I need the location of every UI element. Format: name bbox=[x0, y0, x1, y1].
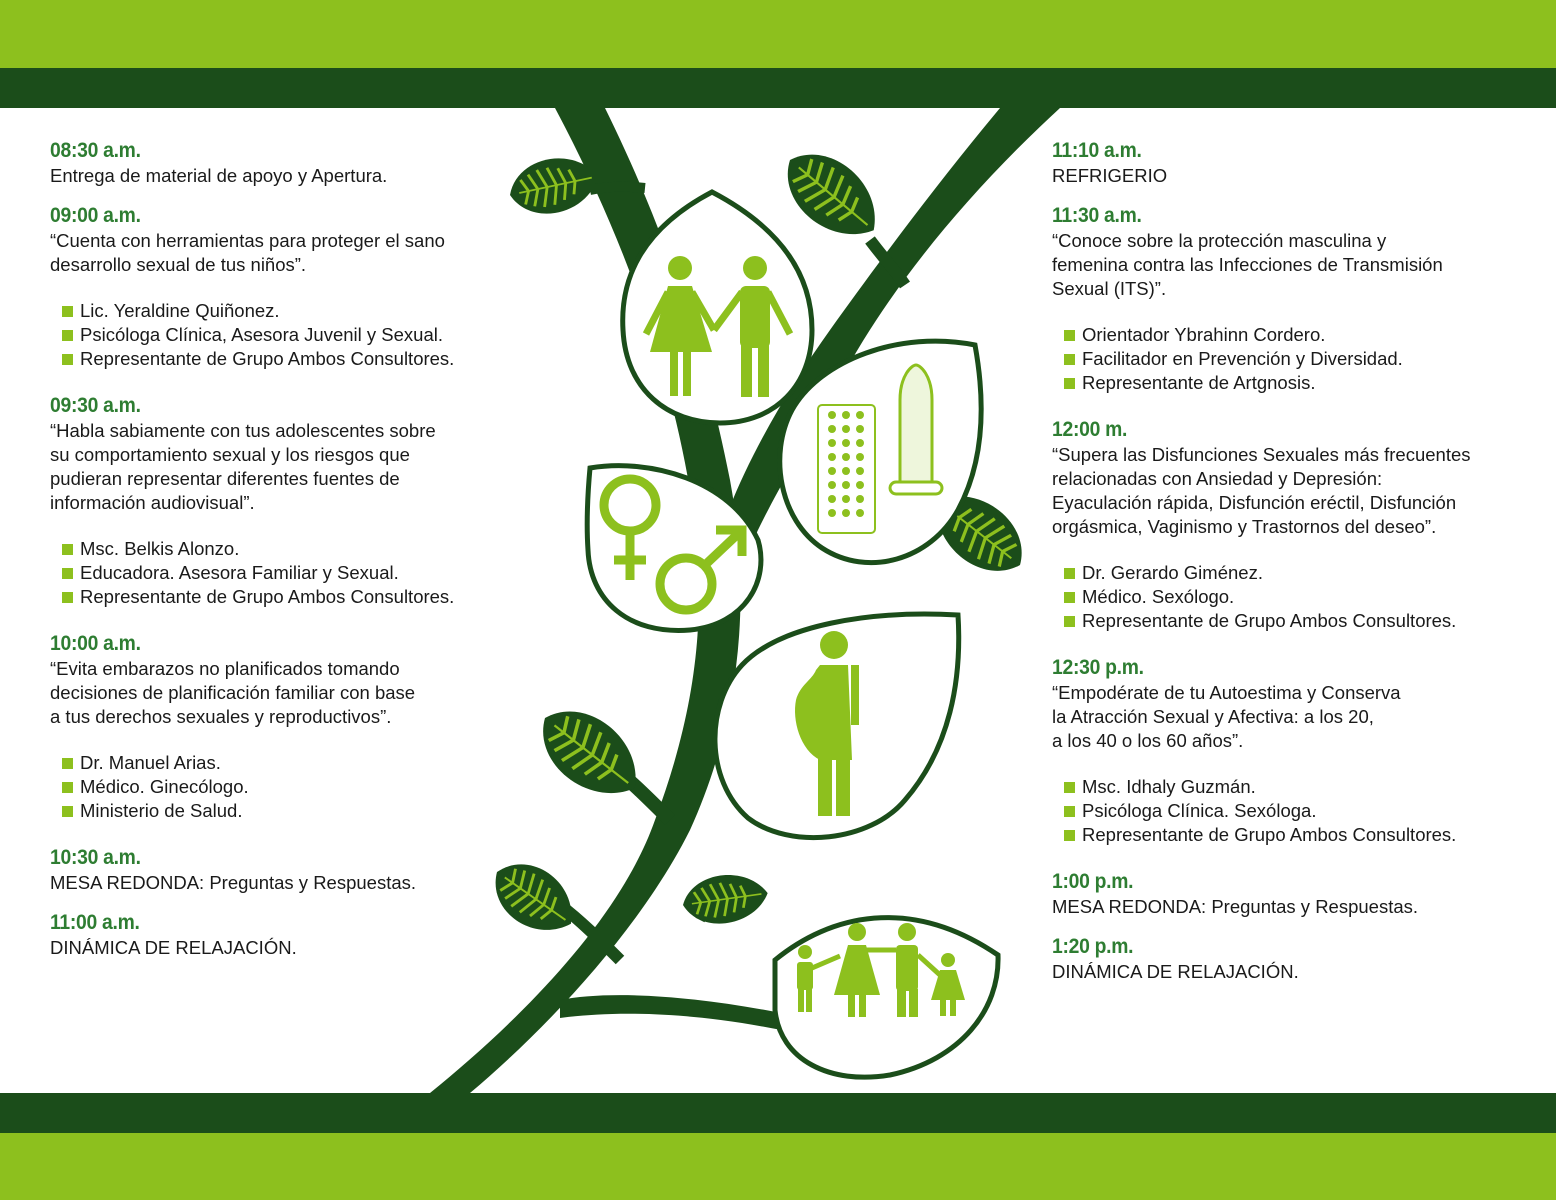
speaker-text: Representante de Grupo Ambos Consultores. bbox=[80, 586, 455, 607]
gender-leaf bbox=[587, 466, 761, 631]
entry-description-line: su comportamiento sexual y los riesgos que bbox=[50, 444, 410, 465]
square-bullet-icon bbox=[62, 354, 73, 365]
entry-description-line: Entrega de material de apoyo y Apertura. bbox=[50, 165, 388, 186]
speaker-list bbox=[1052, 561, 1532, 633]
entry-description-line: DINÁMICA DE RELAJACIÓN. bbox=[50, 937, 297, 958]
entry-description-line: a tus derechos sexuales y reproductivos”. bbox=[50, 706, 392, 727]
entry-description-line: la Atracción Sexual y Afectiva: a los 20, bbox=[1052, 706, 1374, 727]
schedule-entry bbox=[1052, 138, 1532, 188]
entry-description-line: decisiones de planificación familiar con base bbox=[50, 682, 416, 703]
speaker-item bbox=[1064, 347, 1532, 371]
speaker-text: Facilitador en Prevención y Diversidad. bbox=[1082, 348, 1403, 369]
speaker-text: Médico. Ginecólogo. bbox=[80, 776, 249, 797]
square-bullet-icon bbox=[62, 806, 73, 817]
top-dark-band bbox=[0, 68, 1556, 108]
speaker-text: Msc. Belkis Alonzo. bbox=[80, 538, 240, 559]
tree-illustration bbox=[430, 108, 1060, 1093]
entry-description-line: pudieran representar diferentes fuentes de bbox=[50, 468, 400, 489]
entry-description-line: “Cuenta con herramientas para proteger el sano bbox=[50, 230, 445, 251]
square-bullet-icon bbox=[62, 592, 73, 603]
speaker-list bbox=[1052, 775, 1532, 847]
speaker-text: Ministerio de Salud. bbox=[80, 800, 243, 821]
entry-description-line: REFRIGERIO bbox=[1052, 165, 1168, 186]
square-bullet-icon bbox=[62, 330, 73, 341]
bottom-dark-band bbox=[0, 1093, 1556, 1133]
speaker-text: Orientador Ybrahinn Cordero. bbox=[1082, 324, 1326, 345]
schedule-entry bbox=[1052, 655, 1532, 847]
entry-description-line: desarrollo sexual de tus niños”. bbox=[50, 254, 307, 275]
speaker-item bbox=[1064, 561, 1532, 585]
entry-time: 1:20 p.m. bbox=[1052, 935, 1134, 958]
pregnancy-leaf bbox=[715, 614, 959, 838]
top-light-band bbox=[0, 0, 1556, 68]
entry-time: 08:30 a.m. bbox=[50, 139, 141, 162]
square-bullet-icon bbox=[1064, 378, 1075, 389]
speaker-text: Representante de Grupo Ambos Consultores. bbox=[80, 348, 455, 369]
speaker-text: Dr. Manuel Arias. bbox=[80, 752, 221, 773]
entry-description-line: Eyaculación rápida, Disfunción eréctil, Disfunción bbox=[1052, 492, 1457, 513]
speaker-item bbox=[1064, 823, 1532, 847]
entry-time: 10:30 a.m. bbox=[50, 846, 141, 869]
square-bullet-icon bbox=[1064, 782, 1075, 793]
bottom-light-band bbox=[0, 1133, 1556, 1200]
entry-time: 1:00 p.m. bbox=[1052, 870, 1134, 893]
speaker-item bbox=[1064, 609, 1532, 633]
entry-time: 09:30 a.m. bbox=[50, 394, 141, 417]
entry-time: 11:30 a.m. bbox=[1052, 204, 1142, 227]
square-bullet-icon bbox=[1064, 830, 1075, 841]
square-bullet-icon bbox=[62, 782, 73, 793]
entry-description-line: “Conoce sobre la protección masculina y bbox=[1052, 230, 1387, 251]
speaker-item bbox=[1064, 585, 1532, 609]
schedule-right-column bbox=[1052, 138, 1532, 999]
speaker-item bbox=[1064, 799, 1532, 823]
square-bullet-icon bbox=[1064, 330, 1075, 341]
schedule-entry bbox=[1052, 417, 1532, 633]
square-bullet-icon bbox=[62, 568, 73, 579]
family-leaf bbox=[775, 918, 998, 1078]
schedule-entry bbox=[1052, 869, 1532, 919]
speaker-text: Educadora. Asesora Familiar y Sexual. bbox=[80, 562, 399, 583]
speaker-text: Psicóloga Clínica, Asesora Juvenil y Sexual. bbox=[80, 324, 443, 345]
entry-time: 12:00 m. bbox=[1052, 418, 1128, 441]
contraceptive-pills-icon bbox=[818, 405, 875, 533]
speaker-text: Msc. Idhaly Guzmán. bbox=[1082, 776, 1256, 797]
speaker-item bbox=[1064, 371, 1532, 395]
square-bullet-icon bbox=[1064, 806, 1075, 817]
speaker-text: Dr. Gerardo Giménez. bbox=[1082, 562, 1263, 583]
entry-time: 11:10 a.m. bbox=[1052, 139, 1142, 162]
speaker-text: Lic. Yeraldine Quiñonez. bbox=[80, 300, 280, 321]
speaker-item bbox=[1064, 323, 1532, 347]
entry-time: 09:00 a.m. bbox=[50, 204, 141, 227]
speaker-text: Psicóloga Clínica. Sexóloga. bbox=[1082, 800, 1317, 821]
entry-description-line: relacionadas con Ansiedad y Depresión: bbox=[1052, 468, 1383, 489]
entry-description-line: “Empodérate de tu Autoestima y Conserva bbox=[1052, 682, 1401, 703]
entry-description-line: “Habla sabiamente con tus adolescentes sobre bbox=[50, 420, 436, 441]
entry-time: 10:00 a.m. bbox=[50, 632, 141, 655]
speaker-item bbox=[1064, 775, 1532, 799]
square-bullet-icon bbox=[1064, 616, 1075, 627]
entry-description-line: “Evita embarazos no planificados tomando bbox=[50, 658, 400, 679]
entry-description-line: “Supera las Disfunciones Sexuales más frecuentes bbox=[1052, 444, 1471, 465]
speaker-text: Representante de Grupo Ambos Consultores. bbox=[1082, 824, 1457, 845]
speaker-text: Médico. Sexólogo. bbox=[1082, 586, 1235, 607]
entry-description-line: MESA REDONDA: Preguntas y Respuestas. bbox=[1052, 896, 1419, 917]
square-bullet-icon bbox=[1064, 568, 1075, 579]
speaker-text: Representante de Artgnosis. bbox=[1082, 372, 1316, 393]
square-bullet-icon bbox=[1064, 592, 1075, 603]
entry-description-line: femenina contra las Infecciones de Transmisión bbox=[1052, 254, 1443, 275]
speaker-list bbox=[1052, 323, 1532, 395]
entry-description-line: orgásmica, Vaginismo y Trastornos del deseo”. bbox=[1052, 516, 1437, 537]
speaker-text: Representante de Grupo Ambos Consultores. bbox=[1082, 610, 1457, 631]
entry-description-line: DINÁMICA DE RELAJACIÓN. bbox=[1052, 961, 1299, 982]
schedule-entry bbox=[1052, 934, 1532, 984]
entry-time: 11:00 a.m. bbox=[50, 911, 140, 934]
schedule-entry bbox=[1052, 203, 1532, 395]
entry-description-line: información audiovisual”. bbox=[50, 492, 255, 513]
square-bullet-icon bbox=[62, 758, 73, 769]
square-bullet-icon bbox=[62, 544, 73, 555]
entry-description-line: MESA REDONDA: Preguntas y Respuestas. bbox=[50, 872, 417, 893]
square-bullet-icon bbox=[62, 306, 73, 317]
square-bullet-icon bbox=[1064, 354, 1075, 365]
entry-description-line: a los 40 o los 60 años”. bbox=[1052, 730, 1244, 751]
entry-description-line: Sexual (ITS)”. bbox=[1052, 278, 1167, 299]
entry-time: 12:30 p.m. bbox=[1052, 656, 1144, 679]
